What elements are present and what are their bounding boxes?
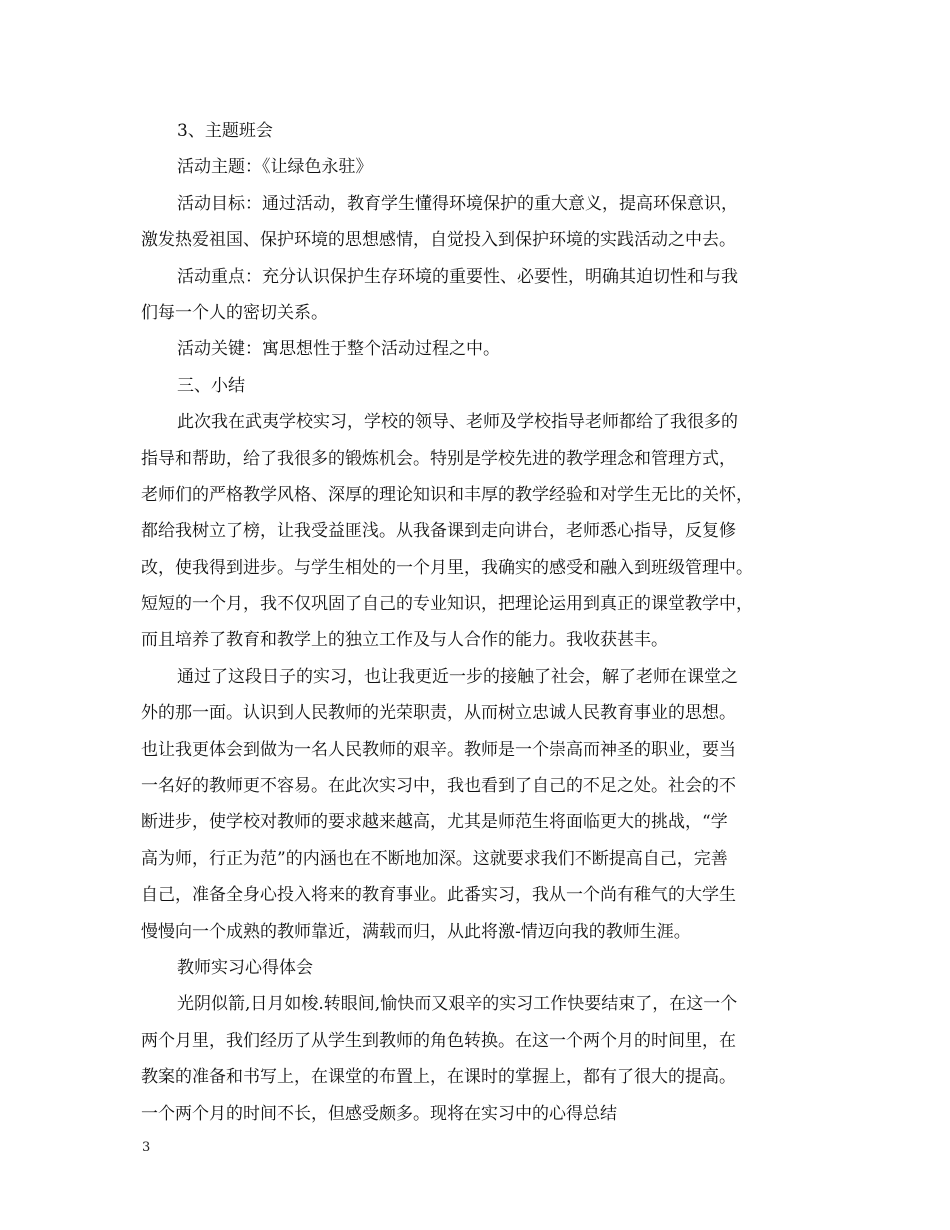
summary-paragraph-2-line-5: 断进步，使学校对教师的要求越来越高，尤其是师范生将面临更大的挑战，“学	[141, 812, 728, 833]
summary-paragraph-1-line-1: 此次我在武夷学校实习，学校的领导、老师及学校指导老师都给了我很多的	[177, 412, 738, 433]
reflection-paragraph-line-4: 一个两个月的时间不长，但感受颇多。现将在实习中的心得总结	[141, 1103, 617, 1124]
page-number: 3	[142, 1140, 151, 1155]
summary-paragraph-1-line-4: 都给我树立了榜，让我受益匪浅。从我备课到走向讲台，老师悉心指导，反复修	[141, 521, 736, 542]
reflection-paragraph-line-2: 两个月里，我们经历了从学生到教师的角色转换。在这一个两个月的时间里，在	[141, 1030, 736, 1051]
activity-goal-line-1: 活动目标：通过活动，教育学生懂得环境保护的重大意义，提高环保意识，	[177, 193, 738, 214]
summary-paragraph-2-line-6: 高为师，行正为范”的内涵也在不断地加深。这就要求我们不断提高自己，完善	[141, 848, 728, 869]
section-heading-summary: 三、小结	[177, 375, 245, 396]
summary-paragraph-1-line-2: 指导和帮助，给了我很多的锻炼机会。特别是学校先进的教学理念和管理方式，	[141, 448, 736, 469]
activity-theme: 活动主题：《让绿色永驻》	[177, 157, 373, 178]
reflection-paragraph-line-1: 光阴似箭,日月如梭.转眼间,愉快而又艰辛的实习工作快要结束了，在这一个	[177, 994, 738, 1015]
reflection-paragraph-line-3: 教案的准备和书写上，在课堂的布置上，在课时的掌握上，都有了很大的提高。	[141, 1067, 736, 1088]
activity-focus-line-2: 们每一个人的密切关系。	[141, 302, 328, 323]
summary-paragraph-2-line-8: 慢慢向一个成熟的教师靠近，满载而归，从此将激-情迈向我的教师生涯。	[141, 921, 691, 942]
summary-paragraph-2-line-3: 也让我更体会到做为一名人民教师的艰辛。教师是一个崇高而神圣的职业，要当	[141, 739, 736, 760]
activity-key-point: 活动关键：寓思想性于整个活动过程之中。	[177, 339, 500, 360]
section-heading-teaching-reflection: 教师实习心得体会	[177, 957, 313, 978]
summary-paragraph-1-line-6: 短短的一个月，我不仅巩固了自己的专业知识，把理论运用到真正的课堂教学中，	[141, 594, 753, 615]
document-body	[141, 113, 821, 1132]
summary-paragraph-1-line-3: 老师们的严格教学风格、深厚的理论知识和丰厚的教学经验和对学生无比的关怀，	[141, 484, 753, 505]
activity-goal-line-2: 激发热爱祖国、保护环境的思想感情，自觉投入到保护环境的实践活动之中去。	[141, 230, 736, 251]
section-heading-class-meeting: 3、主题班会	[177, 121, 273, 141]
summary-paragraph-2-line-2: 外的那一面。认识到人民教师的光荣职责，从而树立忠诚人民教育事业的思想。	[141, 703, 736, 724]
summary-paragraph-2-line-7: 自己，准备全身心投入将来的教育事业。此番实习，我从一个尚有稚气的大学生	[141, 885, 736, 906]
summary-paragraph-1-line-5: 改，使我得到进步。与学生相处的一个月里，我确实的感受和融入到班级管理中。	[141, 557, 753, 578]
summary-paragraph-2-line-1: 通过了这段日子的实习，也让我更近一步的接触了社会，解了老师在课堂之	[177, 666, 738, 687]
summary-paragraph-2-line-4: 一名好的教师更不容易。在此次实习中，我也看到了自己的不足之处。社会的不	[141, 776, 736, 797]
activity-focus-line-1: 活动重点：充分认识保护生存环境的重要性、必要性，明确其迫切性和与我	[177, 266, 738, 287]
summary-paragraph-1-line-7: 而且培养了教育和教学上的独立工作及与人合作的能力。我收获甚丰。	[141, 630, 668, 651]
